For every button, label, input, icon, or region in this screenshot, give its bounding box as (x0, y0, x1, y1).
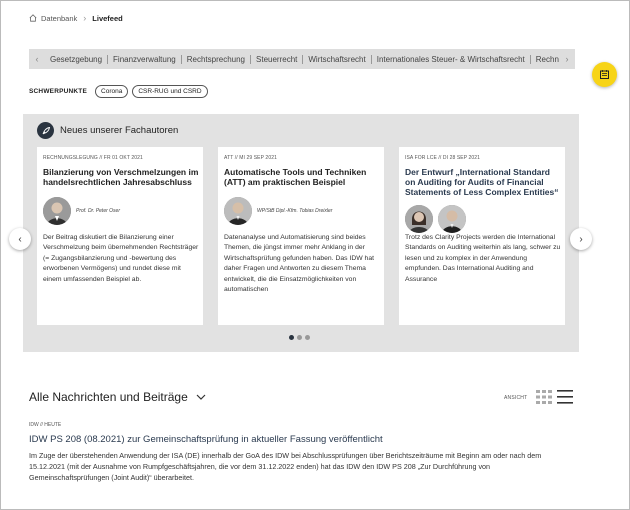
article-card[interactable] (399, 147, 565, 325)
news-meta: IDW // HEUTE (29, 422, 62, 428)
card-excerpt: Trotz des Clarity Projects werden die International Standards on Auditing weiterhin als lang, schwer zu lesen und zu komplex in der Anwendung empfunden. Das International Auditing and Assurance (405, 234, 561, 283)
card-meta: RECHNUNGSLEGUNG // FR 01 OKT 2021 (43, 155, 143, 161)
card-excerpt: Der Beitrag diskutiert die Bilanzierung einer Verschmelzung beim übernehmenden Rechtsträger (= Zugangsbilanzierung und -bewertung des erworbenen Vermögens) und rundet diese mit einem umfassenden Beispiel ab. (43, 234, 199, 283)
breadcrumb-current: Livefeed (92, 13, 123, 23)
focus-topics (29, 85, 208, 98)
avatar (405, 205, 433, 233)
tab-wirtschaftsrecht[interactable]: Wirtschaftsrecht (303, 55, 371, 64)
featured-authors-panel (23, 114, 579, 352)
card-meta: ATT // MI 29 SEP 2021 (224, 155, 277, 161)
card-title[interactable]: Bilanzierung von Verschmelzungen im handelsrechtlichen Jahresabschluss (43, 167, 199, 187)
news-excerpt: Im Zuge der überstehenden Anwendung der ISA (DE) innerhalb der GoA des IDW bei Abschlussprüfungen über Berichtszeiträume mit Beginn am oder nach dem 15.12.2021 (mit der Ausnahme von Rumpfgeschäftsjahren, die vor dem 31.12.2022 enden) hat das IDW den IDW PS 208 „Zur Durchführung von Gemeinschaftsprüfungen (Joint Audit)“ überarbeitet. (29, 451, 542, 482)
grid-view-icon[interactable] (536, 390, 552, 404)
carousel-prev-button[interactable] (9, 228, 31, 250)
article-card[interactable] (218, 147, 384, 325)
chevron-right-icon: › (579, 233, 583, 245)
card-title[interactable]: Der Entwurf „International Standard on Auditing for Audits of Financial Statements of Less Complex Entities“ (405, 167, 559, 197)
chip-csr[interactable]: CSR-RUG und CSRD (132, 85, 207, 98)
section-title: Alle Nachrichten und Beiträge (29, 390, 188, 404)
carousel-pagination (289, 335, 310, 340)
chip-corona[interactable]: Corona (95, 85, 128, 98)
carousel-dot[interactable] (297, 335, 302, 340)
avatar (43, 197, 71, 225)
featured-title: Neues unserer Fachautoren (60, 125, 179, 136)
carousel-dot[interactable] (305, 335, 310, 340)
avatar (224, 197, 252, 225)
chevron-down-icon (196, 394, 206, 401)
card-excerpt: Datenanalyse und Automatisierung sind beides Themen, die jüngst immer mehr Anklang in der Wirtschaftsprüfung gefunden haben. Das IDW hat daher Fragen und Antworten zu diesem Thema entwickelt, die die Einsatzmöglichkeiten von automatischen (224, 234, 374, 294)
carousel-next-button[interactable] (570, 228, 592, 250)
breadcrumb (29, 13, 123, 23)
list-view-icon[interactable] (557, 390, 573, 404)
category-tabs (29, 49, 575, 69)
all-news-heading[interactable] (29, 390, 206, 404)
notes-button[interactable] (592, 62, 617, 87)
tab-finanzverwaltung[interactable]: Finanzverwaltung (108, 55, 182, 64)
article-card[interactable] (37, 147, 203, 325)
notepad-icon (599, 69, 610, 80)
quill-icon (37, 122, 54, 139)
tab-internationales[interactable]: Internationales Steuer- & Wirtschaftsrecht (372, 55, 531, 64)
avatar (438, 205, 466, 233)
focus-topics-label: SCHWERPUNKTE (29, 88, 88, 95)
tab-gesetzgebung[interactable]: Gesetzgebung (45, 55, 108, 64)
card-title[interactable]: Automatische Tools und Techniken (ATT) am praktischen Beispiel (224, 167, 367, 187)
author-name: Prof. Dr. Peter Oser (76, 208, 120, 214)
tab-rechnungslegung[interactable]: Rechn (535, 54, 559, 64)
breadcrumb-home-link[interactable]: Datenbank (41, 13, 78, 23)
chevron-right-icon[interactable]: › (565, 54, 569, 64)
tab-steuerrecht[interactable]: Steuerrecht (251, 55, 303, 64)
author-name: WP/StB Dipl.-Kfm. Tobias Dreixler (257, 208, 333, 214)
chevron-right-icon: › (83, 13, 87, 23)
news-title-link[interactable]: IDW PS 208 (08.2021) zur Gemeinschaftsprüfung in aktueller Fassung veröffentlicht (29, 434, 383, 445)
tab-rechtsprechung[interactable]: Rechtsprechung (182, 55, 251, 64)
chevron-left-icon[interactable]: ‹ (35, 54, 39, 64)
view-label: ANSICHT (504, 395, 528, 401)
carousel-dot[interactable] (289, 335, 294, 340)
home-icon (29, 14, 37, 22)
card-meta: ISA FOR LCE // DI 28 SEP 2021 (405, 155, 481, 161)
chevron-left-icon: ‹ (18, 233, 22, 245)
